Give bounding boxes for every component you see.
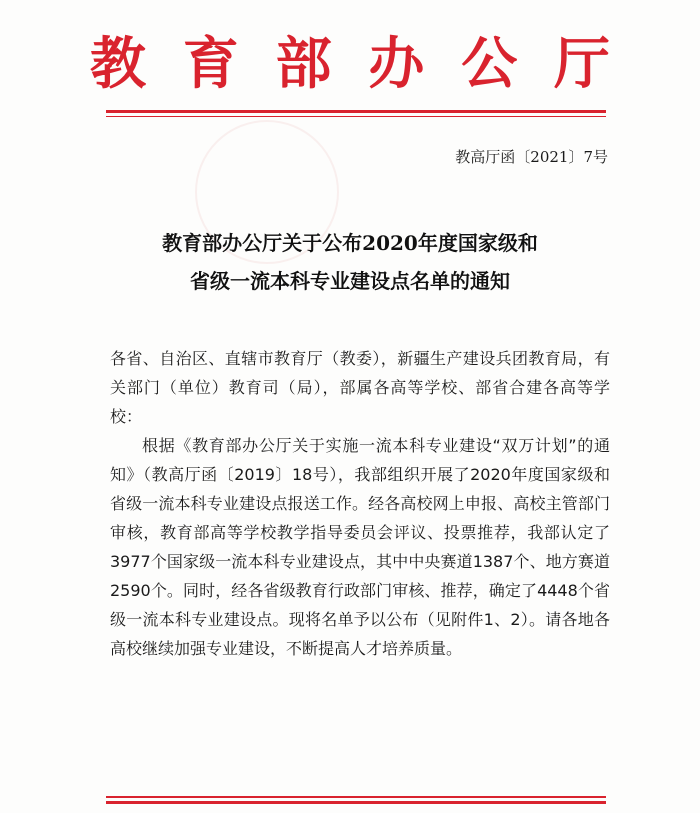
- salutation: 各省、自治区、直辖市教育厅（教委），新疆生产建设兵团教育局，有关部门（单位）教育司（局），部属各高等学校、部省合建各高等学校：: [110, 349, 610, 426]
- title-line-2: 省级一流本科专业建设点名单的通知: [190, 269, 510, 293]
- document-title: [90, 224, 610, 300]
- masthead-char: 厅: [553, 31, 610, 97]
- footer-rule-thin: [106, 796, 606, 798]
- document-number: 教高厅函〔2021〕7号: [455, 148, 608, 166]
- masthead-char: 公: [461, 31, 518, 97]
- masthead-rule-thick: [106, 110, 606, 113]
- footer-rule-thick: [106, 801, 606, 804]
- masthead-char: 教: [90, 31, 146, 97]
- masthead-char: 育: [182, 31, 239, 97]
- masthead-rule-thin: [106, 116, 606, 117]
- body-paragraph: 根据《教育部办公厅关于实施一流本科专业建设“双万计划”的通知》（教高厅函〔2019〕18号），我部组织开展了2020年度国家级和省级一流本科专业建设点报送工作。经各高校网上申报、高校主管部门审核，教育部高等学校教学指导委员会评议、投票推荐，我部认定了3977个国家级一流本科专业建设点，其中中央赛道1387个、地方赛道2590个。同时，经各省级教育行政部门审核、推荐，确定了4448个省级一流本科专业建设点。现将名单予以公布（见附件1、2）。请各地各高校继续加强专业建设，不断提高人才培养质量。: [110, 436, 610, 658]
- masthead-char: 部: [275, 31, 332, 97]
- title-line-1: 教育部办公厅关于公布2020年度国家级和: [162, 231, 538, 255]
- masthead-char: 办: [368, 31, 425, 97]
- document-body: [110, 344, 610, 663]
- masthead: [90, 28, 610, 100]
